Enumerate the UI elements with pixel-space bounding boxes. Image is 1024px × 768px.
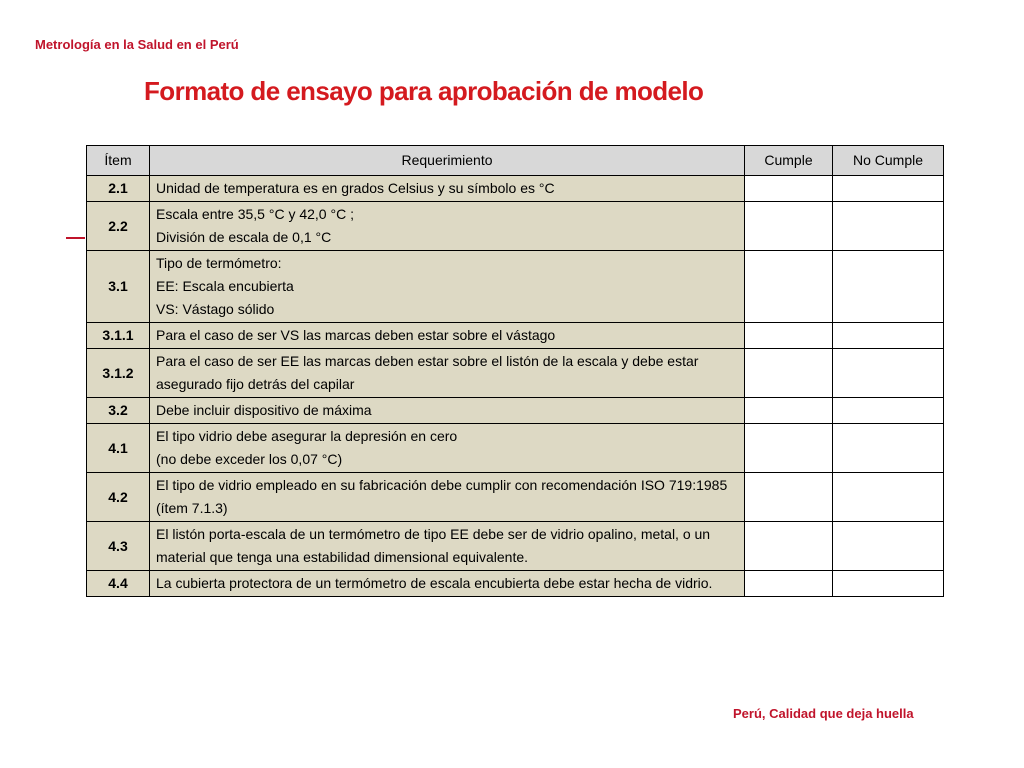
cumple-cell[interactable] <box>745 522 833 571</box>
cumple-cell[interactable] <box>745 202 833 251</box>
table-body <box>87 176 944 597</box>
no-cumple-cell[interactable] <box>833 202 944 251</box>
requirement-cell: La cubierta protectora de un termómetro de escala encubierta debe estar hecha de vidrio. <box>150 571 745 597</box>
item-cell: 2.1 <box>87 176 150 202</box>
cumple-cell[interactable] <box>745 323 833 349</box>
slide-title: Formato de ensayo para aprobación de modelo <box>144 76 704 106</box>
item-cell: 3.2 <box>87 398 150 424</box>
table-row <box>87 349 944 398</box>
no-cumple-cell[interactable] <box>833 323 944 349</box>
no-cumple-cell[interactable] <box>833 522 944 571</box>
requirement-cell: El listón porta-escala de un termómetro de tipo EE debe ser de vidrio opalino, metal, o un material que tenga una estabilidad dimensional equivalente. <box>150 522 745 571</box>
table-row <box>87 251 944 323</box>
column-header-requirement: Requerimiento <box>150 146 745 176</box>
cumple-cell[interactable] <box>745 251 833 323</box>
item-cell: 4.3 <box>87 522 150 571</box>
cumple-cell[interactable] <box>745 424 833 473</box>
item-cell: 3.1.2 <box>87 349 150 398</box>
no-cumple-cell[interactable] <box>833 424 944 473</box>
no-cumple-cell[interactable] <box>833 251 944 323</box>
table-row <box>87 176 944 202</box>
table-row <box>87 398 944 424</box>
item-cell: 4.2 <box>87 473 150 522</box>
cumple-cell[interactable] <box>745 349 833 398</box>
requirement-cell: Tipo de termómetro: EE: Escala encubierta VS: Vástago sólido <box>150 251 745 323</box>
item-cell: 4.1 <box>87 424 150 473</box>
item-cell: 2.2 <box>87 202 150 251</box>
requirement-cell: Escala entre 35,5 °C y 42,0 °C ; División de escala de 0,1 °C <box>150 202 745 251</box>
table-row <box>87 473 944 522</box>
no-cumple-cell[interactable] <box>833 349 944 398</box>
cumple-cell[interactable] <box>745 473 833 522</box>
requirement-cell: Para el caso de ser EE las marcas deben estar sobre el listón de la escala y debe estar asegurado fijo detrás del capilar <box>150 349 745 398</box>
item-cell: 4.4 <box>87 571 150 597</box>
requirement-cell: Para el caso de ser VS las marcas deben estar sobre el vástago <box>150 323 745 349</box>
column-header-no-cumple: No Cumple <box>833 146 944 176</box>
no-cumple-cell[interactable] <box>833 398 944 424</box>
no-cumple-cell[interactable] <box>833 176 944 202</box>
cumple-cell[interactable] <box>745 176 833 202</box>
item-cell: 3.1.1 <box>87 323 150 349</box>
table-row <box>87 424 944 473</box>
table-row <box>87 571 944 597</box>
requirement-cell: El tipo vidrio debe asegurar la depresión en cero (no debe exceder los 0,07 °C) <box>150 424 745 473</box>
footer-text: Perú, Calidad que deja huella <box>733 706 914 721</box>
cumple-cell[interactable] <box>745 571 833 597</box>
requirement-cell: El tipo de vidrio empleado en su fabricación debe cumplir con recomendación ISO 719:1985 (ítem 7.1.3) <box>150 473 745 522</box>
table-row <box>87 323 944 349</box>
column-header-cumple: Cumple <box>745 146 833 176</box>
requirement-cell: Unidad de temperatura es en grados Celsius y su símbolo es °C <box>150 176 745 202</box>
requirement-cell: Debe incluir dispositivo de máxima <box>150 398 745 424</box>
column-header-item: Ítem <box>87 146 150 176</box>
red-accent-line <box>66 237 85 239</box>
no-cumple-cell[interactable] <box>833 571 944 597</box>
table-row <box>87 202 944 251</box>
requirements-table <box>86 145 944 597</box>
table-header-row <box>87 146 944 176</box>
item-cell: 3.1 <box>87 251 150 323</box>
header-title: Metrología en la Salud en el Perú <box>35 37 239 52</box>
table-row <box>87 522 944 571</box>
cumple-cell[interactable] <box>745 398 833 424</box>
no-cumple-cell[interactable] <box>833 473 944 522</box>
